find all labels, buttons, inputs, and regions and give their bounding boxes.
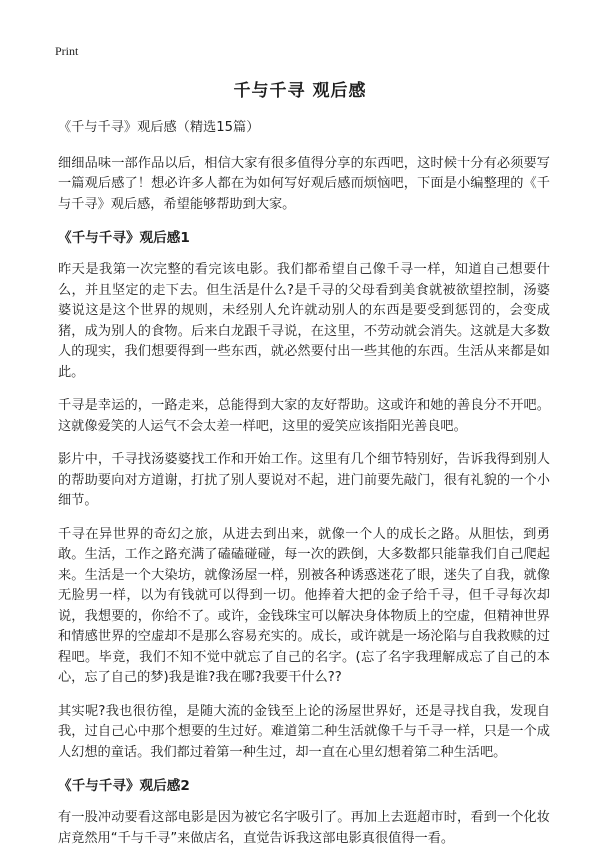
document-subtitle: 《千与千寻》观后感（精选15篇） — [58, 120, 260, 135]
section-paragraph: 影片中，千寻找汤婆婆找工作和开始工作。这里有几个细节特别好，告诉我得到别人的帮助要向对方道谢，打扰了别人要说对不起，进门前要先敲门，很有礼貌的一个小细节。 — [58, 452, 550, 508]
section-paragraph: 千寻在异世界的奇幻之旅，从进去到出来，就像一个人的成长之路。从胆怯，到勇敢。生活，工作之路充满了磕磕碰碰，每一次的跌倒，大多数都只能靠我们自己爬起来。生活是一个大染坊，就像汤屋一样，别被各种诱惑迷花了眼，迷失了自我，就像无脸男一样，以为有钱就可以得到一切。他捧着大把的金子给千寻，但千寻每次却说，我想要的，你给不了。或许，金钱珠宝可以解决身体物质上的空虚，但精神世界和情感世界的空虚却不是那么容易充实的。成长，或许就是一场沦陷与自我救赎的过程吧。毕竟，我们不知不觉中就忘了自己的名字。(忘了名字我理解成忘了自己的本心，忘了自己的梦)我是谁?我在哪?我要干什么?? — [58, 526, 550, 685]
section-paragraph: 昨天是我第一次完整的看完该电影。我们都希望自己像千寻一样，知道自己想要什么，并且坚定的走下去。但生活是什么?是千寻的父母看到美食就被欲望控制，汤婆婆说这是这个世界的规则，未经别人允许就动别人的东西是要受到惩罚的，会变成猪，成为别人的食物。后来白龙跟千寻说，在这里，不劳动就会消失。这就是大多数人的现实，我们想要得到一些东西，就必然要付出一些其他的东西。生活从来都是如此。 — [58, 262, 550, 380]
section-paragraph: 其实呢?我也很彷徨，是随大流的金钱至上论的汤屋世界好，还是寻找自我，发现自我，过自己心中那个想要的生过好。难道第二种生活就像千与千寻一样，只是一个成人幻想的童话。我们都过着第一种生过，却一直在心里幻想着第二种生活吧。 — [58, 703, 550, 760]
section-paragraph: 有一股冲动要看这部电影是因为被它名字吸引了。再加上去逛超市时，看到一个化妆店竟然用“千与千寻”来做店名，直觉告诉我这部电影真很值得一看。 — [58, 810, 550, 846]
document-body — [58, 118, 550, 862]
intro-paragraph: 细细品味一部作品以后，相信大家有很多值得分享的东西吧，这时候十分有必须要写一篇观后感了！想必许多人都在为如何写好观后感而烦恼吧，下面是小编整理的《千与千寻》观后感，希望能够帮助到大家。 — [58, 155, 550, 212]
print-link[interactable]: Print — [55, 44, 79, 58]
section-heading: 《千与千寻》观后感1 — [58, 230, 190, 246]
section-heading: 《千与千寻》观后感2 — [58, 778, 190, 794]
page-title: 千与千寻 观后感 — [233, 81, 367, 101]
section-paragraph: 千寻是幸运的，一路走来，总能得到大家的友好帮助。这或许和她的善良分不开吧。这就像爱笑的人运气不会太差一样吧，这里的爱笑应该指阳光善良吧。 — [58, 398, 550, 434]
